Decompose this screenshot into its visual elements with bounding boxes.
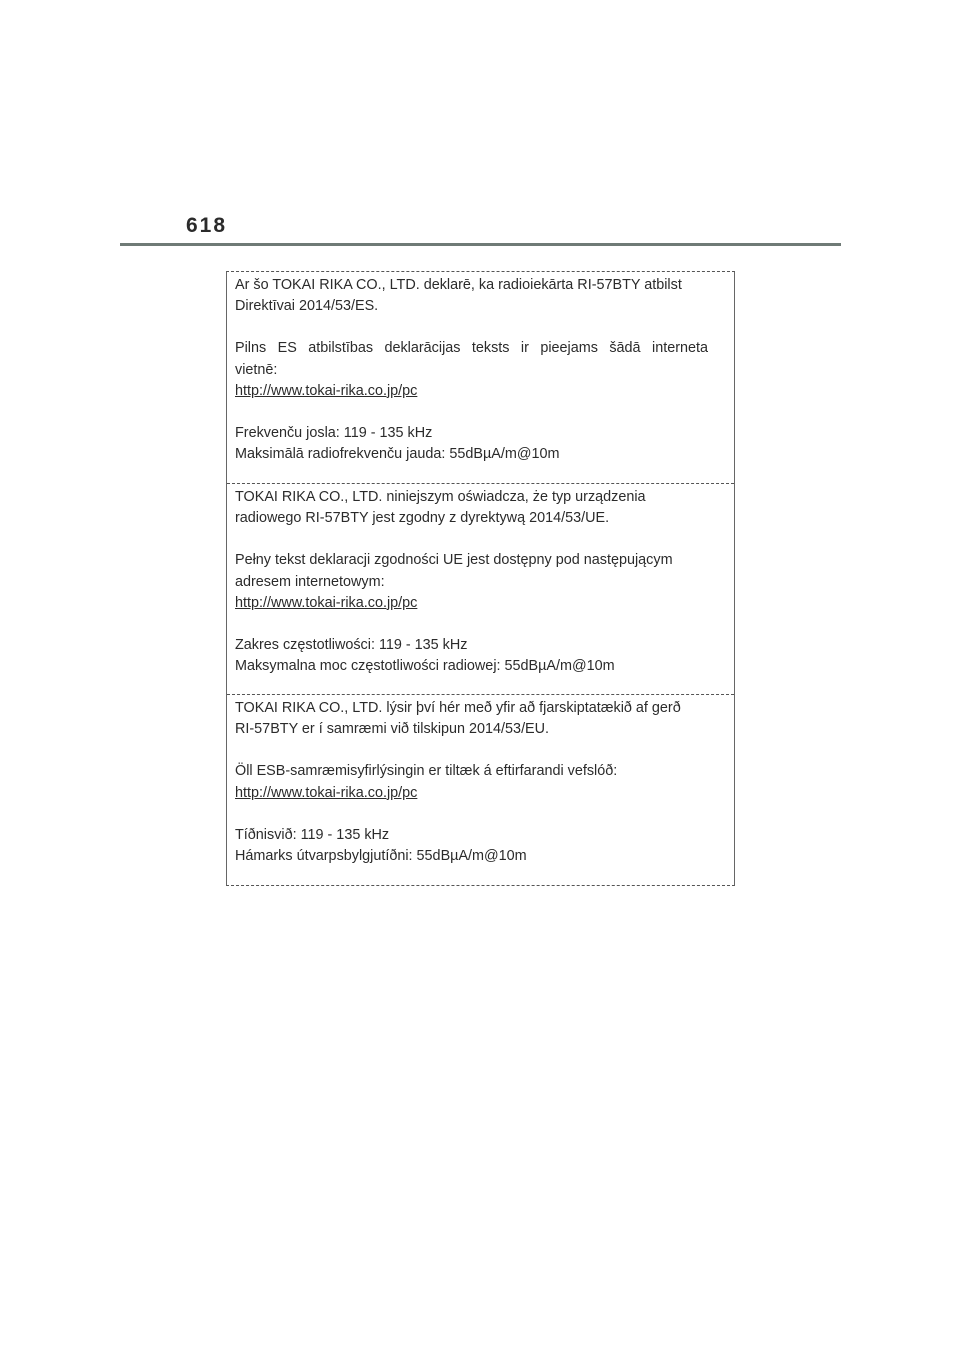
declaration-link[interactable]: http://www.tokai-rika.co.jp/pc <box>235 382 418 399</box>
declaration-section-polish <box>227 483 734 694</box>
declaration-text-line: RI-57BTY er í samræmi við tilskipun 2014/53/EU. <box>235 721 550 738</box>
declaration-text-line: Ar šo TOKAI RIKA CO., LTD. deklarē, ka radioiekārta RI-57BTY atbilst <box>235 277 682 293</box>
fulltext-notice-line: Pilns ES atbilstības deklarācijas teksts ir pieejams šādā interneta <box>235 340 708 357</box>
max-power: Maksimālā radiofrekvenču jauda: 55dBµA/m@10m <box>235 446 560 463</box>
declaration-section-latvian <box>227 272 734 483</box>
declaration-link[interactable]: http://www.tokai-rika.co.jp/pc <box>235 784 418 801</box>
declaration-section-icelandic <box>227 694 734 885</box>
frequency-band: Tíðnisvið: 119 - 135 kHz <box>235 826 390 843</box>
max-power: Maksymalna moc częstotliwości radiowej: 55dBµA/m@10m <box>235 658 615 675</box>
frequency-band: Zakres częstotliwości: 119 - 135 kHz <box>235 637 468 654</box>
declaration-box <box>226 271 735 886</box>
fulltext-notice-line: Öll ESB-samræmisyfirlýsingin er tiltæk á eftirfarandi vefslóð: <box>235 763 618 780</box>
declaration-text-line: TOKAI RIKA CO., LTD. lýsir því hér með yfir að fjarskiptatækið af gerð <box>235 700 681 716</box>
header-rule <box>120 243 841 246</box>
fulltext-notice-line: vietnē: <box>235 361 278 378</box>
fulltext-notice-line: Pełny tekst deklaracji zgodności UE jest dostępny pod następującym <box>235 552 673 569</box>
page-number: 618 <box>186 214 228 237</box>
declaration-text-line: Direktīvai 2014/53/ES. <box>235 298 379 315</box>
frequency-band: Frekvenču josla: 119 - 135 kHz <box>235 425 433 442</box>
declaration-text-line: radiowego RI-57BTY jest zgodny z dyrektywą 2014/53/UE. <box>235 510 610 527</box>
fulltext-notice-line: adresem internetowym: <box>235 573 385 590</box>
max-power: Hámarks útvarpsbylgjutíðni: 55dBµA/m@10m <box>235 848 527 865</box>
declaration-text-line: TOKAI RIKA CO., LTD. niniejszym oświadcza, że typ urządzenia <box>235 489 646 505</box>
declaration-link[interactable]: http://www.tokai-rika.co.jp/pc <box>235 594 418 611</box>
